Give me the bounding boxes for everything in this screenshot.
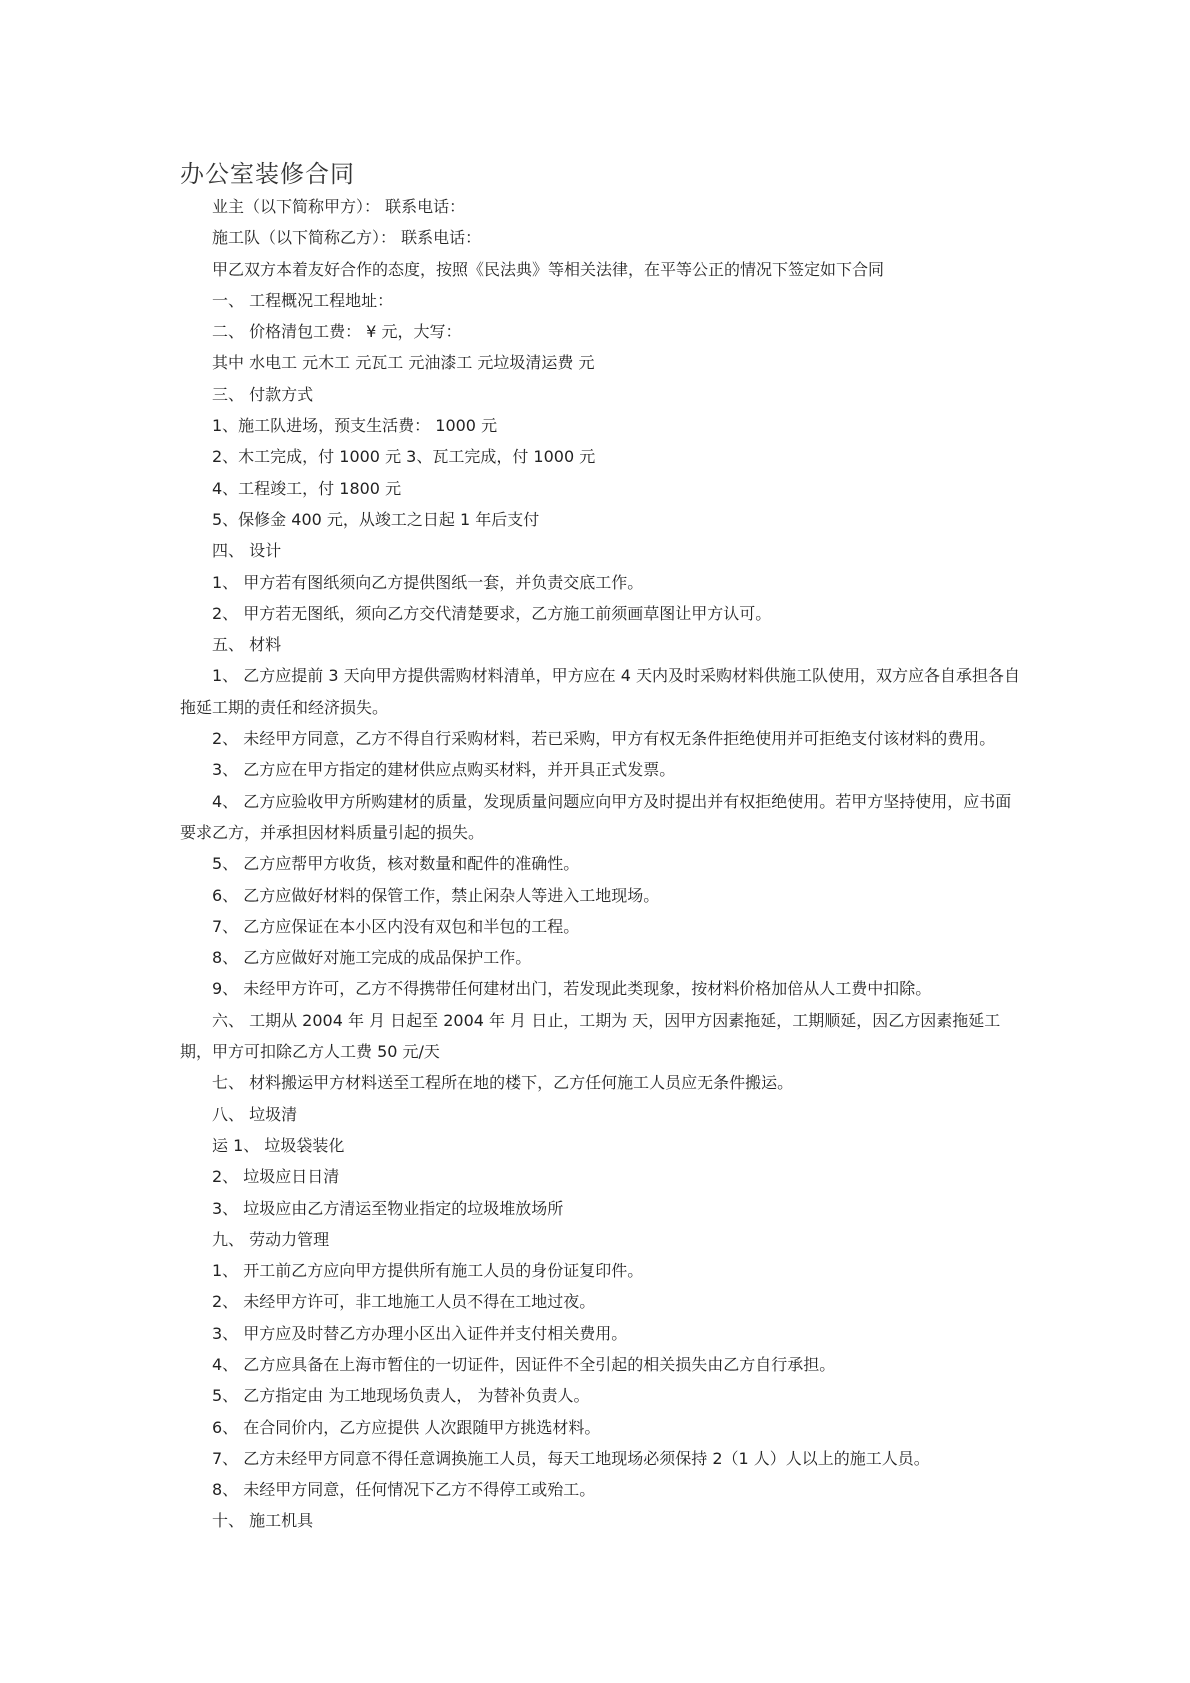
section-heading-10: 十、 施工机具 <box>212 1511 314 1531</box>
labor-item: 8、 未经甲方同意，任何情况下乙方不得停工或殆工。 <box>212 1480 596 1500</box>
section-heading-1: 一、 工程概况工程地址： <box>212 290 394 310</box>
payment-item: 4、工程竣工，付 1800 元 <box>212 478 402 498</box>
labor-item: 3、 甲方应及时替乙方办理小区出入证件并支付相关费用。 <box>212 1323 628 1343</box>
material-item: 2、 未经甲方同意，乙方不得自行采购材料，若已采购，甲方有权无条件拒绝使用并可拒绝支付该材料的费用。 <box>212 729 996 749</box>
line-contractor: 施工队（以下简称乙方）： 联系电话： <box>212 228 482 248</box>
payment-item: 1、施工队进场，预支生活费： 1000 元 <box>212 416 498 436</box>
material-item: 4、 乙方应验收甲方所购建材的质量，发现质量问题应向甲方及时提出并有权拒绝使用。若甲方坚持使用，应书面要求乙方，并承担因材料质量引起的损失。 <box>180 791 1012 842</box>
design-item: 1、 甲方若有图纸须向乙方提供图纸一套，并负责交底工作。 <box>212 572 644 592</box>
line-preamble: 甲乙双方本着友好合作的态度，按照《民法典》等相关法律，在平等公正的情况下签定如下合同 <box>212 259 885 279</box>
design-item: 2、 甲方若无图纸，须向乙方交代清楚要求，乙方施工前须画草图让甲方认可。 <box>212 603 772 623</box>
line-owner: 业主（以下简称甲方）： 联系电话： <box>212 197 466 216</box>
section-heading-3: 三、 付款方式 <box>212 384 314 404</box>
payment-item: 5、保修金 400 元，从竣工之日起 1 年后支付 <box>212 509 540 529</box>
garbage-item: 运 1、 垃圾袋装化 <box>212 1135 345 1155</box>
section-heading-6: 六、 工期从 2004 年 月 日起至 2004 年 月 日止，工期为 天，因甲方因素拖延，工期顺延，因乙方因素拖延工期，甲方可扣除乙方人工费 50 元/天 <box>180 1010 1001 1062</box>
section-heading-7: 七、 材料搬运甲方材料送至工程所在地的楼下，乙方任何施工人员应无条件搬运。 <box>212 1073 794 1093</box>
section-heading-9: 九、 劳动力管理 <box>212 1229 330 1249</box>
section-heading-5: 五、 材料 <box>212 635 282 655</box>
labor-item: 5、 乙方指定由 为工地现场负责人， 为替补负责人。 <box>212 1386 590 1406</box>
section-heading-4: 四、 设计 <box>212 541 282 561</box>
line-fee-breakdown: 其中 水电工 元木工 元瓦工 元油漆工 元垃圾清运费 元 <box>212 353 595 373</box>
labor-item: 7、 乙方未经甲方同意不得任意调换施工人员，每天工地现场必须保持 2（1 人）人以上的施工人员。 <box>212 1448 930 1468</box>
section-heading-8: 八、 垃圾清 <box>212 1104 298 1124</box>
material-item: 1、 乙方应提前 3 天向甲方提供需购材料清单，甲方应在 4 天内及时采购材料供施工队使用，双方应各自承担各自拖延工期的责任和经济损失。 <box>180 666 1020 717</box>
labor-item: 1、 开工前乙方应向甲方提供所有施工人员的身份证复印件。 <box>212 1261 644 1281</box>
material-item: 8、 乙方应做好对施工完成的成品保护工作。 <box>212 948 532 968</box>
section-heading-2: 二、 价格清包工费： ¥ 元，大写： <box>212 322 462 342</box>
labor-item: 2、 未经甲方许可，非工地施工人员不得在工地过夜。 <box>212 1292 596 1312</box>
material-item: 6、 乙方应做好材料的保管工作，禁止闲杂人等进入工地现场。 <box>212 885 660 905</box>
material-item: 7、 乙方应保证在本小区内没有双包和半包的工程。 <box>212 916 580 936</box>
document-body <box>180 191 1020 1537</box>
material-item: 3、 乙方应在甲方指定的建材供应点购买材料，并开具正式发票。 <box>212 760 676 780</box>
garbage-item: 3、 垃圾应由乙方清运至物业指定的垃圾堆放场所 <box>212 1198 564 1218</box>
garbage-item: 2、 垃圾应日日清 <box>212 1167 340 1187</box>
labor-item: 4、 乙方应具备在上海市暂住的一切证件，因证件不全引起的相关损失由乙方自行承担。 <box>212 1354 836 1374</box>
document-title: 办公室装修合同 <box>180 160 355 188</box>
material-item: 9、 未经甲方许可，乙方不得携带任何建材出门，若发现此类现象，按材料价格加倍从人工费中扣除。 <box>212 979 932 999</box>
payment-item: 2、木工完成，付 1000 元 3、瓦工完成，付 1000 元 <box>212 447 596 467</box>
material-item: 5、 乙方应帮甲方收货，核对数量和配件的准确性。 <box>212 854 580 874</box>
labor-item: 6、 在合同价内，乙方应提供 人次跟随甲方挑选材料。 <box>212 1417 601 1437</box>
